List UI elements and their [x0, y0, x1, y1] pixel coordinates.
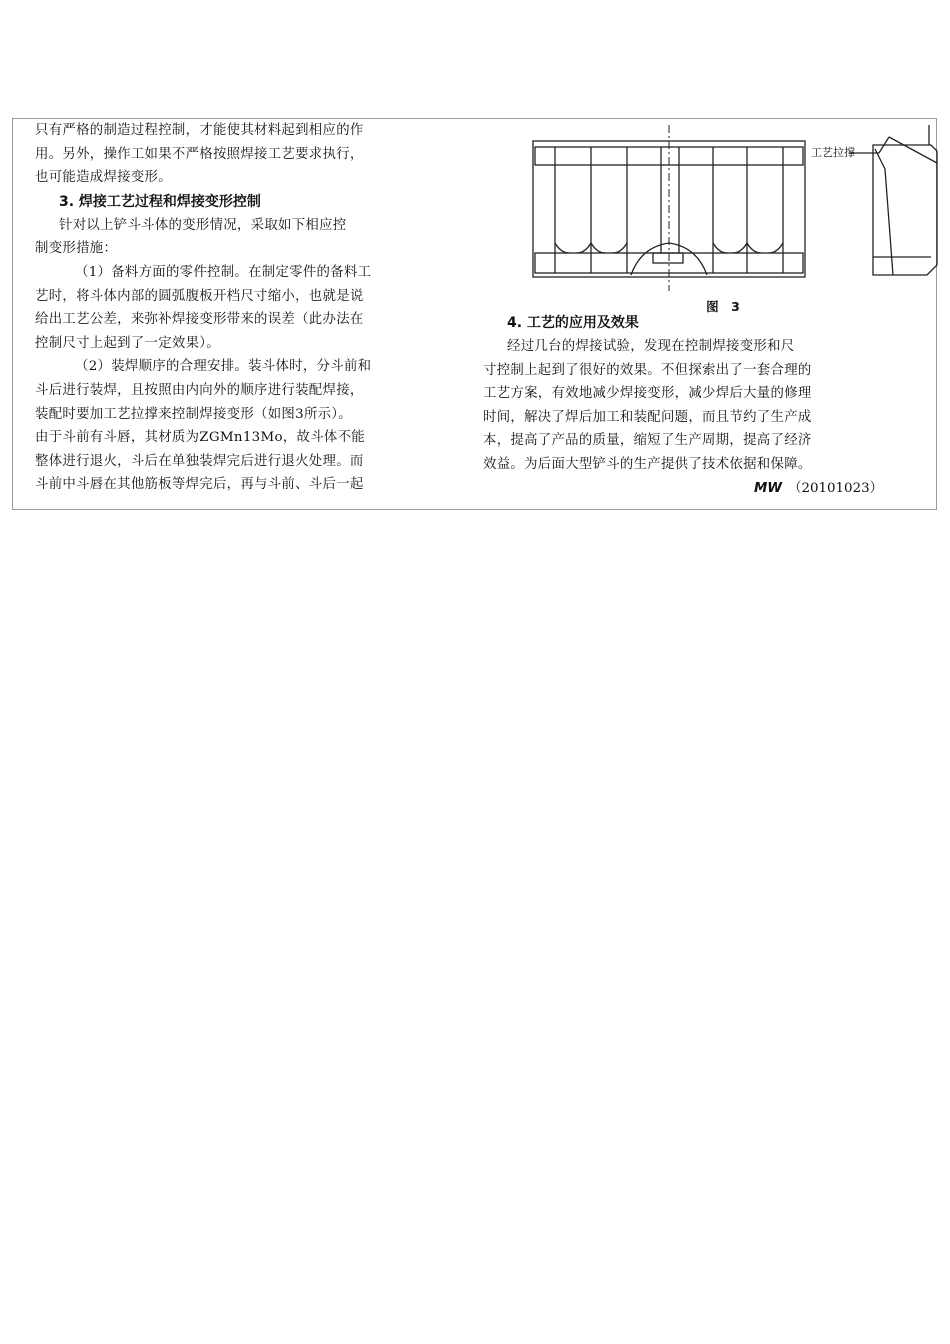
paragraph-line: 艺时，将斗体内部的圆弧腹板开档尺寸缩小，也就是说 [35, 288, 364, 304]
paragraph-line: 寸控制上起到了很好的效果。不但探索出了一套合理的 [483, 362, 812, 378]
paragraph-line: 制变形措施： [35, 241, 118, 257]
right-text-block [483, 311, 923, 501]
brace-line [889, 137, 937, 163]
article-signature [483, 477, 923, 501]
paragraph-line: 时间，解决了焊后加工和装配问题，而且节约了生产成 [483, 409, 812, 425]
mw-logo: MW [753, 480, 783, 496]
paragraph-line: 整体进行退火，斗后在单独装焊完后进行退火处理。而 [35, 453, 364, 469]
paragraph-line: 控制尺寸上起到了一定效果）。 [35, 335, 220, 351]
paragraph-line: （2）装焊顺序的合理安排。装斗体时，分斗前和 [75, 359, 372, 375]
paragraph-line: 只有严格的制造过程控制，才能使其材料起到相应的作 [35, 123, 364, 138]
paragraph-line: 用。另外，操作工如果不严格按照焊接工艺要求执行， [35, 146, 364, 162]
paragraph-line: 也可能造成焊接变形。 [35, 170, 172, 186]
center-slot [653, 253, 683, 263]
signature-date: （20101023） [788, 480, 883, 496]
paragraph-line: 装配时要加工艺拉撑来控制焊接变形（如图3所示）。 [35, 406, 353, 422]
left-column [35, 119, 455, 497]
paragraph-line: 经过几台的焊接试验，发现在控制焊接变形和尺 [507, 339, 795, 354]
figure-3 [533, 125, 913, 313]
section-heading-3: 3. 焊接工艺过程和焊接变形控制 [59, 193, 261, 210]
paragraph-line: 工艺方案，有效地减少焊接变形，减少焊后大量的修理 [483, 386, 812, 402]
paragraph-line: 针对以上铲斗斗体的变形情况，采取如下相应控 [59, 217, 347, 233]
callout-label: 工艺拉撑 [811, 146, 855, 159]
side-inner-line [875, 149, 893, 275]
section-heading-4: 4. 工艺的应用及效果 [507, 315, 639, 331]
paragraph-line: 斗前中斗唇在其他筋板等焊完后，再与斗前、斗后一起 [35, 477, 364, 493]
paragraph-line: 斗后进行装焊，且按照由内向外的顺序进行装配焊接， [35, 382, 364, 398]
paragraph-line: 本，提高了产品的质量，缩短了生产周期，提高了经济 [483, 433, 812, 449]
bucket-drawing [533, 125, 950, 297]
paragraph-line: 效益。为后面大型铲斗的生产提供了技术依据和保障。 [483, 456, 812, 472]
paragraph-line: 给出工艺公差，来弥补焊接变形带来的误差（此办法在 [35, 312, 364, 328]
paragraph-line: （1）备料方面的零件控制。在制定零件的备料工 [75, 264, 372, 280]
figure-caption: 图 3 [706, 299, 740, 314]
paragraph-line: 由于斗前有斗唇，其材质为ZGMn13Mo，故斗体不能 [35, 430, 365, 446]
scanned-page-excerpt [12, 118, 937, 510]
